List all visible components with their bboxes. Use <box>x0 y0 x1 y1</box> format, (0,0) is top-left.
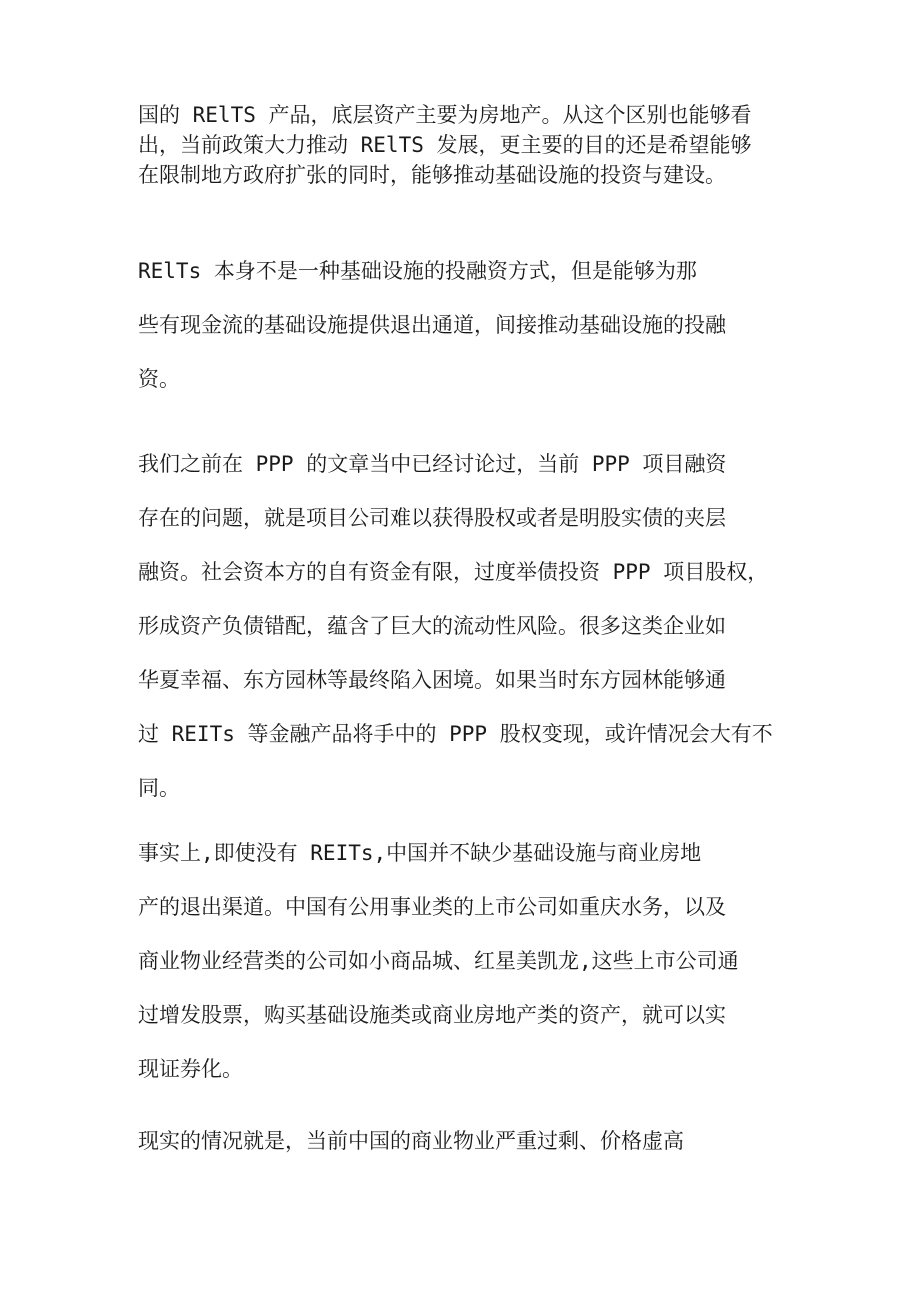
paragraph-5 <box>138 1114 798 1168</box>
text-line: 出，当前政策大力推动 RElTS 发展，更主要的目的还是希望能够 <box>138 133 752 157</box>
paragraph-2 <box>138 244 798 406</box>
text-line: 产的退出渠道。中国有公用事业类的上市公司如重庆水务，以及 <box>138 895 726 919</box>
text-line: 存在的问题，就是项目公司难以获得股权或者是明股实债的夹层 <box>138 506 726 530</box>
text-line: 我们之前在 PPP 的文章当中已经讨论过，当前 PPP 项目融资 <box>138 452 727 476</box>
paragraph-1 <box>138 100 798 190</box>
text-line: 现证券化。 <box>138 1057 243 1081</box>
text-line: 事实上,即使没有 REITs,中国并不缺少基础设施与商业房地 <box>138 841 702 865</box>
text-line: 现实的情况就是，当前中国的商业物业严重过剩、价格虚高 <box>138 1129 684 1153</box>
text-line: 在限制地方政府扩张的同时，能够推动基础设施的投资与建设。 <box>138 163 726 187</box>
text-line: RElTs 本身不是一种基础设施的投融资方式，但是能够为那 <box>138 259 697 283</box>
text-line: 融资。社会资本方的自有资金有限，过度举债投资 PPP 项目股权， <box>138 560 769 584</box>
text-line: 同。 <box>138 776 180 800</box>
text-line: 国的 RElTS 产品，底层资产主要为房地产。从这个区别也能够看 <box>138 103 752 127</box>
text-line: 形成资产负债错配，蕴含了巨大的流动性风险。很多这类企业如 <box>138 614 726 638</box>
paragraph-4 <box>138 826 798 1096</box>
paragraph-3 <box>138 437 798 815</box>
text-line: 过增发股票，购买基础设施类或商业房地产类的资产，就可以实 <box>138 1003 726 1027</box>
text-line: 资。 <box>138 367 180 391</box>
text-line: 过 REITs 等金融产品将手中的 PPP 股权变现，或许情况会大有不 <box>138 722 773 746</box>
text-line: 华夏幸福、东方园林等最终陷入困境。如果当时东方园林能够通 <box>138 668 726 692</box>
text-line: 些有现金流的基础设施提供退出通道，间接推动基础设施的投融 <box>138 313 726 337</box>
text-line: 商业物业经营类的公司如小商品城、红星美凯龙,这些上市公司通 <box>138 949 739 973</box>
